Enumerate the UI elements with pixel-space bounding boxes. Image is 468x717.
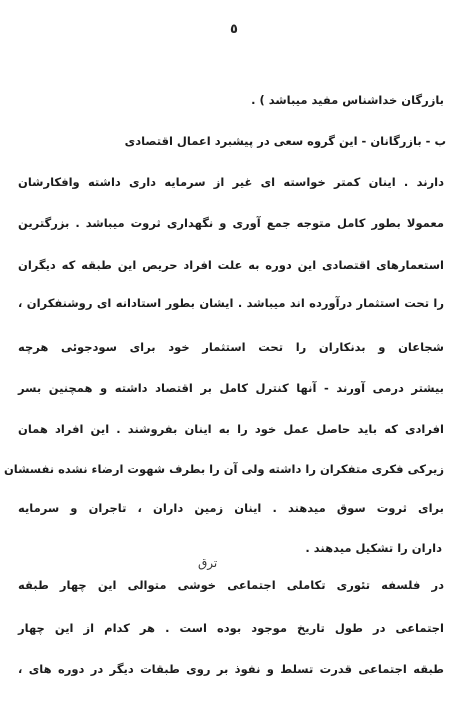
text-line: شجاعان و بدنکاران را تحت استثمار خود برای سودجوئی هرچه <box>18 340 444 354</box>
text-line: را تحت استثمار درآورده اند میباشد . ایشان بطور استادانه ای روشنفکران ، <box>18 296 444 310</box>
text-line: دارند . اینان کمتر خواسته ای غیر از سرمایه داری داشته وافکارشان <box>18 175 444 189</box>
text-line: داران را تشکیل میدهند . <box>305 541 442 555</box>
text-line: طبقه اجتماعی قدرت تسلط و نفوذ بر روی طبقات دیگر در دوره های ، <box>18 662 444 676</box>
text-line: استعمارهای اقتصادی این دوره به علت افراد حریص این طبقه که دیگران <box>18 258 444 272</box>
text-line: بیشتر درمی آورند - آنها کنترل کامل بر اقتصاد داشته و همچنین بسر <box>18 381 444 395</box>
text-line: معمولا بطور کامل متوجه جمع آوری و نگهداری ثروت میباشد . بزرگترین <box>18 216 444 230</box>
text-line: در فلسفه تئوری تکاملی اجتماعی خوشی متوالی این چهار طبقه <box>18 578 444 592</box>
text-line: زیرکی فکری متفکران را داشته ولی آن را بطرف شهوت ارضاء نشده نفسشان <box>3 462 444 476</box>
text-line: برای ثروت سوق میدهند . اینان زمین داران ، تاجران و سرمایه <box>18 501 444 515</box>
text-line: اجتماعی در طول تاریخ موجود بوده است . هر کدام از این چهار <box>18 621 444 635</box>
text-line: افرادی که باید حاصل عمل خود را به اینان بفروشند . این افراد همان <box>18 422 444 436</box>
text-line: ب - بازرگانان - این گروه سعی در پیشبرد اعمال اقتصادی <box>124 134 446 148</box>
text-line: بازرگان خداشناس مفید میباشد ) . <box>251 93 444 107</box>
page-number: ٥ <box>230 22 238 37</box>
handwritten-insertion: ترق <box>198 556 218 570</box>
